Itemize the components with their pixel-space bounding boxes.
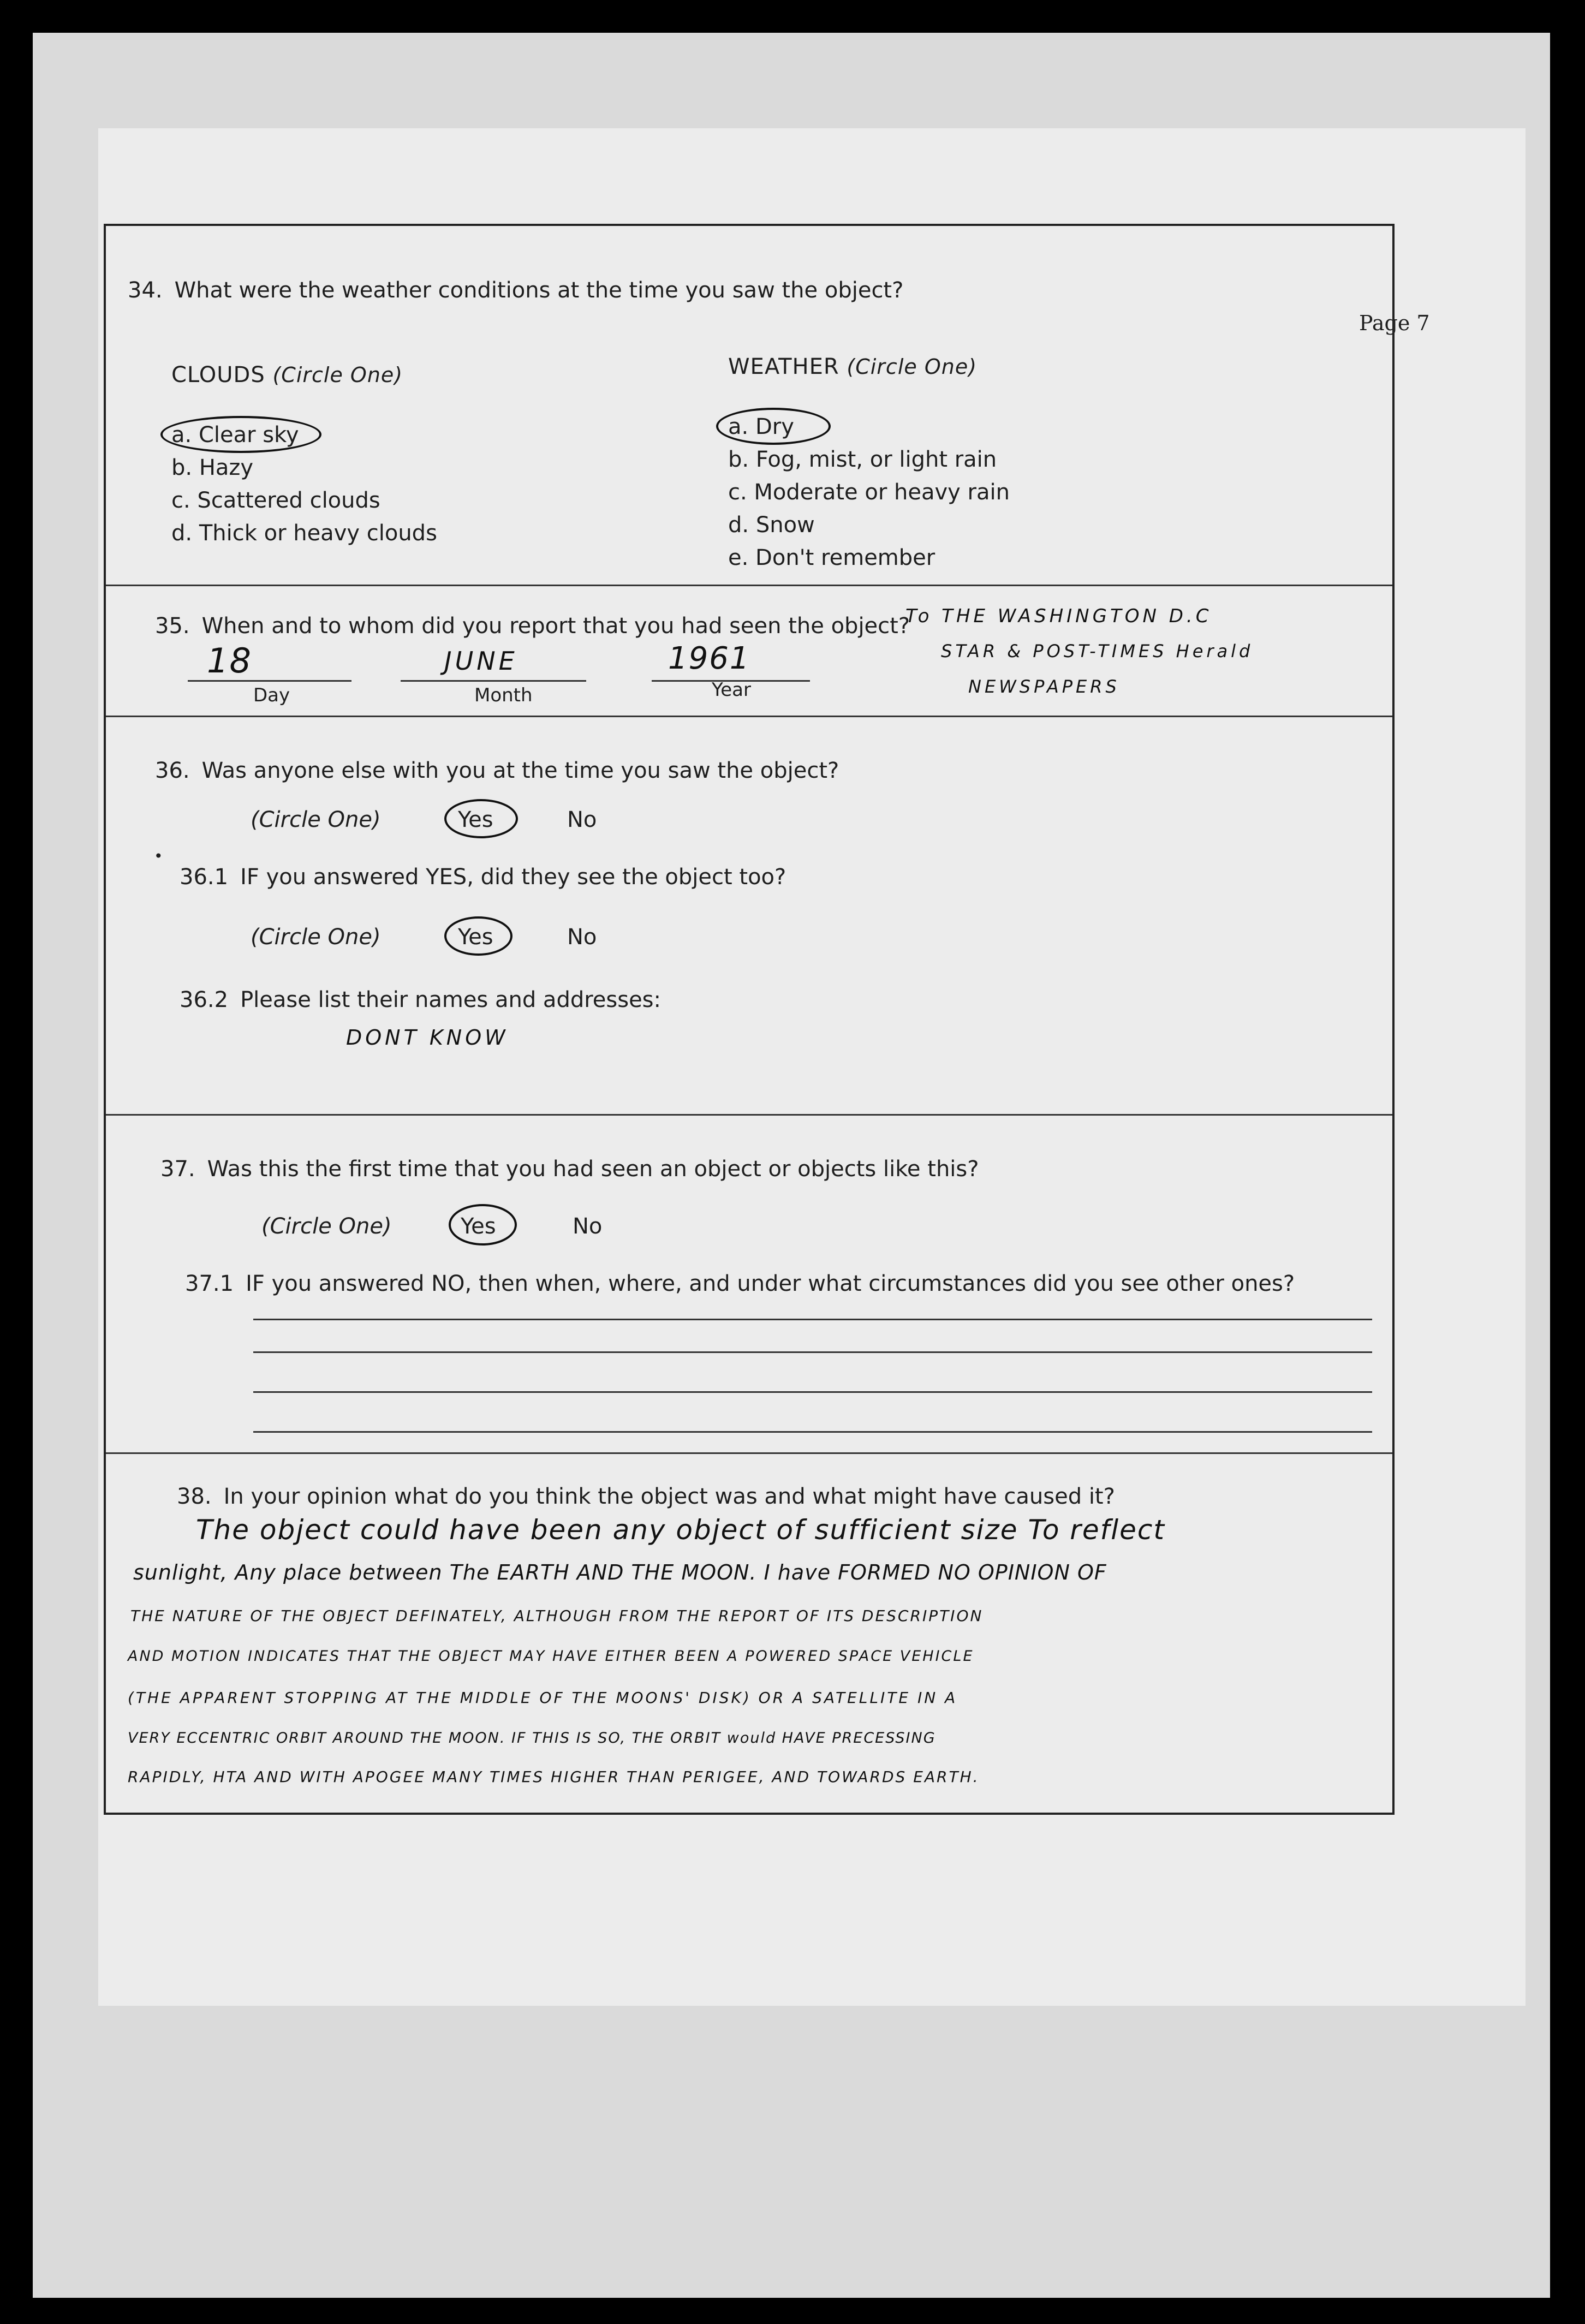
day-label: Day	[253, 684, 290, 706]
q36-1-no-option[interactable]: No	[567, 925, 597, 950]
clouds-option-a[interactable]: a. Clear sky	[171, 422, 299, 448]
opinion-answer-line-5[interactable]: (THE APPARENT STOPPING AT THE MIDDLE OF THE MOONS' DISK) OR A SATELLITE IN A	[128, 1689, 958, 1707]
report-day-value[interactable]: 18	[207, 641, 252, 681]
report-year-value[interactable]: 1961	[668, 641, 750, 676]
q36-1-yes-option[interactable]: Yes	[458, 925, 493, 950]
question-number: 37.	[160, 1157, 195, 1182]
report-recipient-line-3: NEWSPAPERS	[968, 676, 1120, 697]
opinion-answer-line-7[interactable]: RAPIDLY, HTA AND WITH APOGEE MANY TIMES HIGHER THAN PERIGEE, AND TOWARDS EARTH.	[128, 1768, 980, 1786]
question-34-section	[106, 226, 1392, 586]
answer-line-2[interactable]	[253, 1351, 1372, 1353]
questionnaire-form	[104, 224, 1395, 1815]
page-number: Page 7	[1359, 311, 1430, 335]
q36-yes-option[interactable]: Yes	[458, 807, 493, 832]
question-36	[155, 758, 839, 783]
question-number: 36.2	[180, 987, 229, 1012]
question-36-2	[180, 987, 661, 1012]
report-recipient-line-1: To THE WASHINGTON D.C	[905, 605, 1212, 627]
question-36-section	[106, 717, 1392, 1116]
opinion-answer-line-6[interactable]: VERY ECCENTRIC ORBIT AROUND THE MOON. IF THIS IS SO, THE ORBIT would HAVE PRECESSING	[128, 1730, 936, 1747]
weather-hint: (Circle One)	[847, 355, 978, 379]
clouds-option-b[interactable]: b. Hazy	[171, 455, 254, 480]
question-number: 35.	[155, 613, 190, 639]
question-text: Please list their names and addresses:	[240, 987, 661, 1012]
report-recipient-line-2: STAR & POST-TIMES Herald	[941, 641, 1254, 662]
weather-option-d[interactable]: d. Snow	[728, 513, 815, 538]
q36-1-selected-circle	[444, 916, 513, 956]
clouds-hint: (Circle One)	[272, 363, 403, 387]
clouds-selected-circle	[160, 416, 321, 453]
month-label: Month	[474, 684, 533, 706]
weather-option-b[interactable]: b. Fog, mist, or light rain	[728, 447, 997, 472]
q37-no-option[interactable]: No	[573, 1214, 603, 1239]
clouds-heading	[171, 362, 403, 388]
question-38	[177, 1484, 1115, 1509]
question-37-section	[106, 1116, 1392, 1454]
question-number: 36.	[155, 758, 190, 783]
answer-line-1[interactable]	[253, 1319, 1372, 1320]
year-label: Year	[712, 679, 751, 701]
question-text: What were the weather conditions at the time you saw the object?	[174, 278, 904, 303]
q36-selected-circle	[444, 799, 518, 838]
opinion-answer-line-2[interactable]: sunlight, Any place between The EARTH AND THE MOON. I have FORMED NO OPINION OF	[133, 1560, 1107, 1584]
weather-option-a[interactable]: a. Dry	[728, 414, 794, 439]
question-text: IF you answered NO, then when, where, and under what circumstances did you see other ones?	[246, 1271, 1295, 1296]
q36-hint: (Circle One)	[251, 807, 381, 832]
q37-hint: (Circle One)	[261, 1214, 392, 1239]
day-underline	[188, 680, 351, 682]
weather-title: WEATHER	[728, 354, 839, 379]
question-35	[155, 613, 910, 639]
question-35-section	[106, 586, 1392, 717]
answer-line-3[interactable]	[253, 1391, 1372, 1393]
clouds-title: CLOUDS	[171, 362, 265, 388]
clouds-option-d[interactable]: d. Thick or heavy clouds	[171, 521, 437, 546]
question-text: When and to whom did you report that you had seen the object?	[201, 613, 910, 639]
stray-mark: •	[154, 847, 163, 865]
question-text: In your opinion what do you think the object was and what might have caused it?	[223, 1484, 1115, 1509]
weather-option-c[interactable]: c. Moderate or heavy rain	[728, 480, 1010, 505]
answer-line-4[interactable]	[253, 1431, 1372, 1433]
question-38-section	[106, 1454, 1392, 1814]
weather-heading	[728, 354, 977, 379]
q36-1-hint: (Circle One)	[251, 925, 381, 950]
weather-selected-circle	[716, 408, 831, 445]
question-37-1	[185, 1271, 1295, 1296]
question-number: 36.1	[180, 865, 229, 890]
opinion-answer-line-4[interactable]: AND MOTION INDICATES THAT THE OBJECT MAY HAVE EITHER BEEN A POWERED SPACE VEHICLE	[128, 1648, 974, 1665]
question-37	[160, 1157, 979, 1182]
question-text: Was this the first time that you had seen an object or objects like this?	[207, 1157, 979, 1182]
q36-no-option[interactable]: No	[567, 807, 597, 832]
question-text: Was anyone else with you at the time you saw the object?	[201, 758, 839, 783]
question-number: 34.	[128, 278, 163, 303]
report-month-value[interactable]: JUNE	[444, 646, 518, 676]
companion-names-answer[interactable]: DONT KNOW	[346, 1026, 509, 1050]
q37-selected-circle	[449, 1204, 517, 1246]
clouds-option-c[interactable]: c. Scattered clouds	[171, 488, 380, 513]
opinion-answer-line-3[interactable]: THE NATURE OF THE OBJECT DEFINATELY, ALTHOUGH FROM THE REPORT OF ITS DESCRIPTION	[130, 1607, 984, 1625]
question-34	[128, 278, 903, 303]
question-number: 37.1	[185, 1271, 234, 1296]
question-36-1	[180, 865, 786, 890]
question-text: IF you answered YES, did they see the object too?	[240, 865, 786, 890]
month-underline	[401, 680, 586, 682]
question-number: 38.	[177, 1484, 212, 1509]
opinion-answer-line-1[interactable]: The object could have been any object of sufficient size To reflect	[196, 1514, 1165, 1546]
q37-yes-option[interactable]: Yes	[461, 1214, 496, 1239]
weather-option-e[interactable]: e. Don't remember	[728, 545, 935, 570]
